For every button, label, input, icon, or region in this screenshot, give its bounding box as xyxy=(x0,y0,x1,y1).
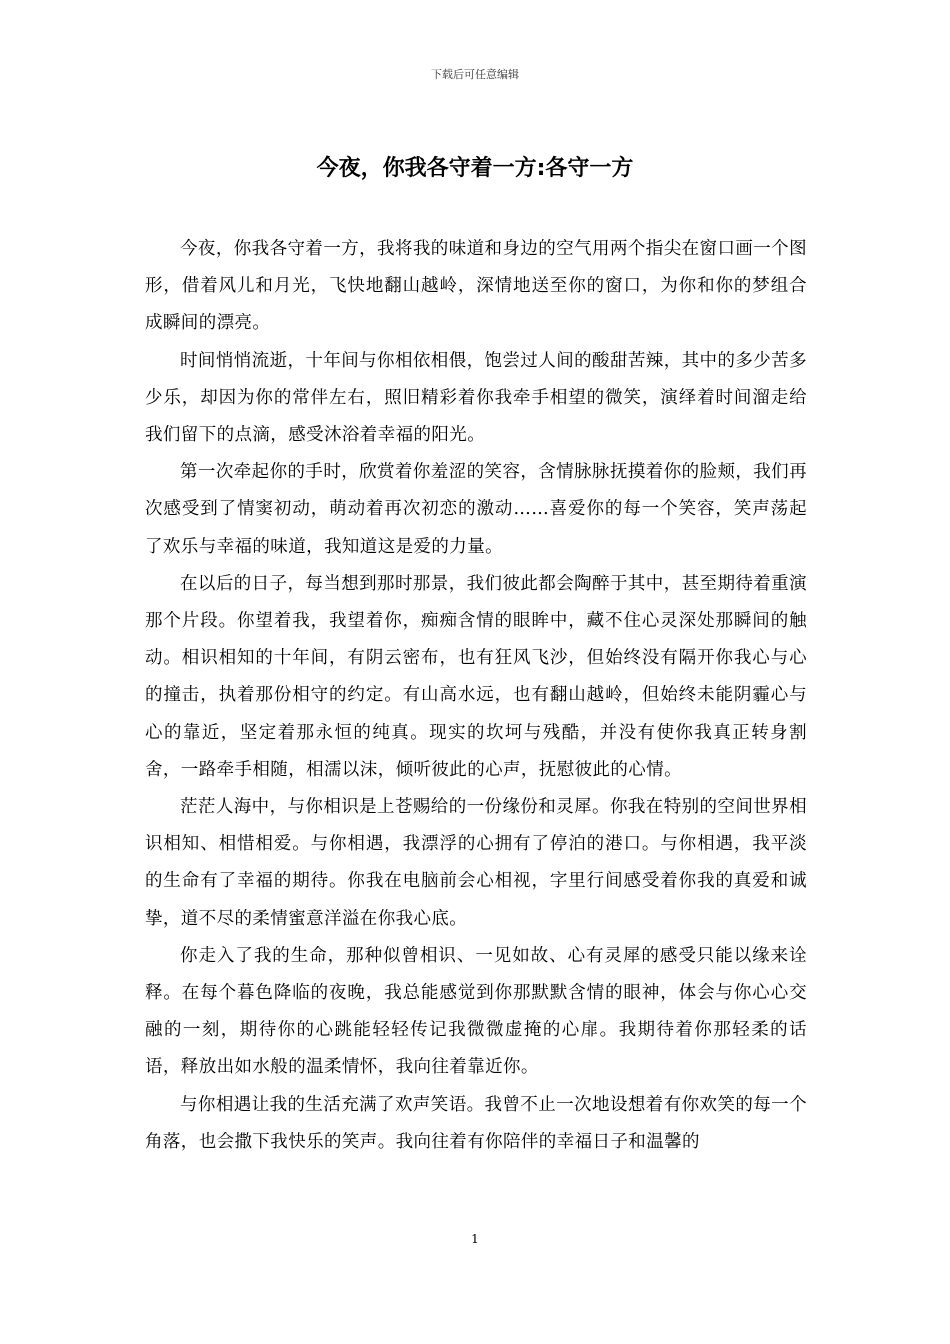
paragraph: 你走入了我的生命，那种似曾相识、一见如故、心有灵犀的感受只能以缘来诠释。在每个暮色降临的夜晚，我总能感觉到你那默默含情的眼神，体会与你心心交融的一刻，期待你的心跳能轻轻传记我微微虚掩的心扉。我期待着你那轻柔的话语，释放出如水般的温柔情怀，我向往着靠近你。 xyxy=(145,945,807,1078)
document-title: 今夜，你我各守着一方:各守一方 xyxy=(316,156,634,181)
paragraph: 第一次牵起你的手时，欣赏着你羞涩的笑容，含情脉脉抚摸着你的脸颊，我们再次感受到了情窦初动，萌动着再次初恋的激动……喜爱你的每一个笑容，笑声荡起了欢乐与幸福的味道，我知道这是爱的力量。 xyxy=(145,462,807,557)
paragraph: 今夜，你我各守着一方，我将我的味道和身边的空气用两个指尖在窗口画一个图形，借着风儿和月光，飞快地翻山越岭，深情地送至你的窗口，为你和你的梦组合成瞬间的漂亮。 xyxy=(145,239,807,334)
page-header-note: 下载后可任意编辑 xyxy=(431,68,519,81)
paragraph: 与你相遇让我的生活充满了欢声笑语。我曾不止一次地设想着有你欢笑的每一个角落，也会撒下我快乐的笑声。我向往着有你陪伴的幸福日子和温馨的 xyxy=(145,1094,807,1152)
page-number: 1 xyxy=(471,1232,479,1246)
paragraph: 时间悄悄流逝，十年间与你相依相偎，饱尝过人间的酸甜苦辣，其中的多少苦多少乐，却因为你的常伴左右，照旧精彩着你我牵手相望的微笑，演绎着时间溜走给我们留下的点滴，感受沐浴着幸福的阳光。 xyxy=(145,350,807,446)
paragraph: 在以后的日子，每当想到那时那景，我们彼此都会陶醉于其中，甚至期待着重演那个片段。你望着我，我望着你，痴痴含情的眼眸中，藏不住心灵深处那瞬间的触动。相识相知的十年间，有阴云密布，也有狂风飞沙，但始终没有隔开你我心与心的撞击，执着那份相守的约定。有山高水远，也有翻山越岭，但始终未能阴霾心与心的靠近，坚定着那永恒的纯真。现实的坎坷与残酷，并没有使你我真正转身割舍，一路牵手相随，相濡以沫，倾听彼此的心声，抚慰彼此的心情。 xyxy=(145,573,807,780)
paragraph: 茫茫人海中，与你相识是上苍赐给的一份缘份和灵犀。你我在特别的空间世界相识相知、相惜相爱。与你相遇，我漂浮的心拥有了停泊的港口。与你相遇，我平淡的生命有了幸福的期待。你我在电脑前会心相视，字里行间感受着你我的真爱和诚挚，道不尽的柔情蜜意洋溢在你我心底。 xyxy=(145,797,807,929)
document-body xyxy=(145,231,807,1161)
